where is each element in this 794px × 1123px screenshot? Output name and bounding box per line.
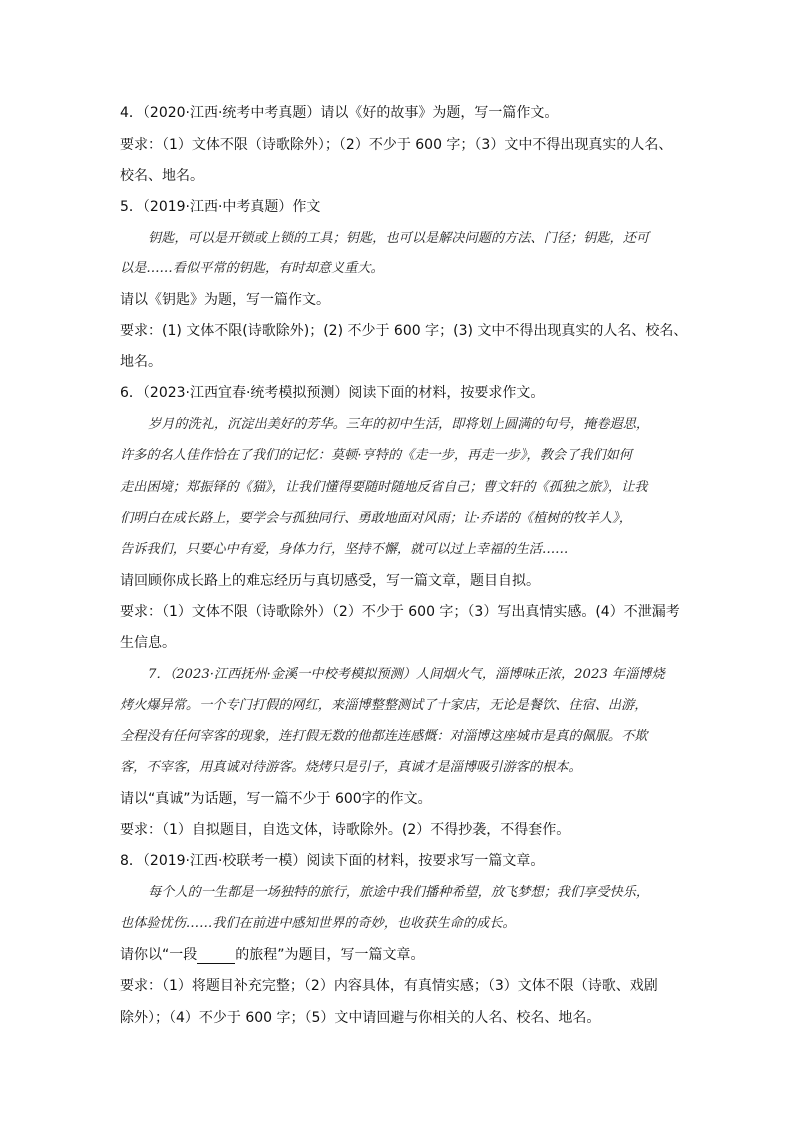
q6-material-line2: 许多的名人佳作恰在了我们的记忆：莫顿·亨特的《走一步，再走一步》，教会了我们如何 — [120, 448, 632, 463]
q5-material-line2: 以是……看似平常的钥匙，有时却意义重大。 — [120, 261, 384, 276]
q8-material-line1: 每个人的一生都是一场独特的旅行，旅途中我们播种希望，放飞梦想；我们享受快乐， — [148, 885, 650, 900]
q6-requirement-line2: 生信息。 — [120, 635, 176, 651]
q6-material-line5: 告诉我们，只要心中有爱，身体力行，坚持不懈，就可以过上幸福的生活…… — [120, 542, 569, 557]
q4-title: 4．（2020·江西·统考中考真题）请以《好的故事》为题，写一篇作文。 — [120, 105, 559, 121]
q5-requirement-line2: 地名。 — [120, 354, 162, 370]
q8-prompt-after: 的旅程”为题目，写一篇文章。 — [235, 947, 425, 963]
q7-material-line4: 客，不宰客，用真诚对待游客。烧烤只是引子，真诚才是淄博吸引游客的根本。 — [120, 760, 582, 775]
q6-prompt: 请回顾你成长路上的难忘经历与真切感受，写一篇文章，题目自拟。 — [120, 573, 540, 589]
q8-title-blank — [197, 949, 235, 964]
q6-title: 6．（2023·江西宜春·统考模拟预测）阅读下面的材料，按要求作文。 — [120, 385, 545, 401]
q6-material-line4: 们明白在成长路上，要学会与孤独同行、勇敢地面对风雨；让·乔诺的《植树的牧羊人》， — [120, 511, 632, 526]
q7-title-material-line1: 7．（2023·江西抚州·金溪一中校考模拟预测）人间烟火气，淄博味正浓，2023 年淄博烧 — [148, 667, 665, 682]
q8-title: 8．（2019·江西·校联考一模）阅读下面的材料，按要求写一篇文章。 — [120, 853, 545, 869]
q8-requirement-line1: 要求：（1）将题目补充完整；（2）内容具体，有真情实感；（3）文体不限（诗歌、戏剧 — [120, 978, 658, 994]
q8-requirement-line2: 除外）；（4）不少于 600 字；（5）文中请回避与你相关的人名、校名、地名。 — [120, 1010, 601, 1026]
q8-prompt-before: 请你以“一段 — [120, 947, 198, 963]
q5-requirement-line1: 要求：(1) 文体不限(诗歌除外)；(2) 不少于 600 字；(3) 文中不得出现真实的人名、校名、 — [120, 323, 688, 339]
q5-prompt: 请以《钥匙》为题，写一篇作文。 — [120, 292, 330, 308]
q4-requirement-line2: 校名、地名。 — [120, 168, 204, 184]
q4-requirement-line1: 要求：（1）文体不限（诗歌除外）；（2）不少于 600 字；（3）文中不得出现真实的人名、 — [120, 137, 673, 153]
q5-title: 5．（2019·江西·中考真题）作文 — [120, 199, 321, 215]
q8-prompt — [120, 946, 680, 964]
q5-material-line1: 钥匙，可以是开锁或上锁的工具；钥匙，也可以是解决问题的方法、门径；钥匙，还可 — [148, 231, 650, 246]
q7-material-line3: 全程没有任何宰客的现象，连打假无数的他都连连感慨：对淄博这座城市是真的佩服。不欺 — [120, 729, 648, 744]
q6-material-line1: 岁月的洗礼，沉淀出美好的芳华。三年的初中生活，即将划上圆满的句号，掩卷遐思， — [148, 417, 650, 432]
q7-prompt: 请以“真诚”为话题，写一篇不少于 600字的作文。 — [120, 791, 432, 807]
q6-requirement-line1: 要求：（1）文体不限（诗歌除外）（2）不少于 600 字；（3）写出真情实感。(4）不泄漏考 — [120, 604, 680, 620]
q6-material-line3: 走出困境；郑振铎的《猫》，让我们懂得要随时随地反省自己；曹文轩的《孤独之旅》，让我 — [120, 480, 648, 495]
q7-material-line2: 烤火爆异常。一个专门打假的网红，来淄博整整测试了十家店，无论是餐饮、住宿、出游， — [120, 698, 648, 713]
q8-material-line2: 也体验忧伤……我们在前进中感知世界的奇妙，也收获生命的成长。 — [120, 916, 516, 931]
q7-requirement: 要求：（1）自拟题目，自选文体，诗歌除外。(2）不得抄袭，不得套作。 — [120, 822, 571, 838]
